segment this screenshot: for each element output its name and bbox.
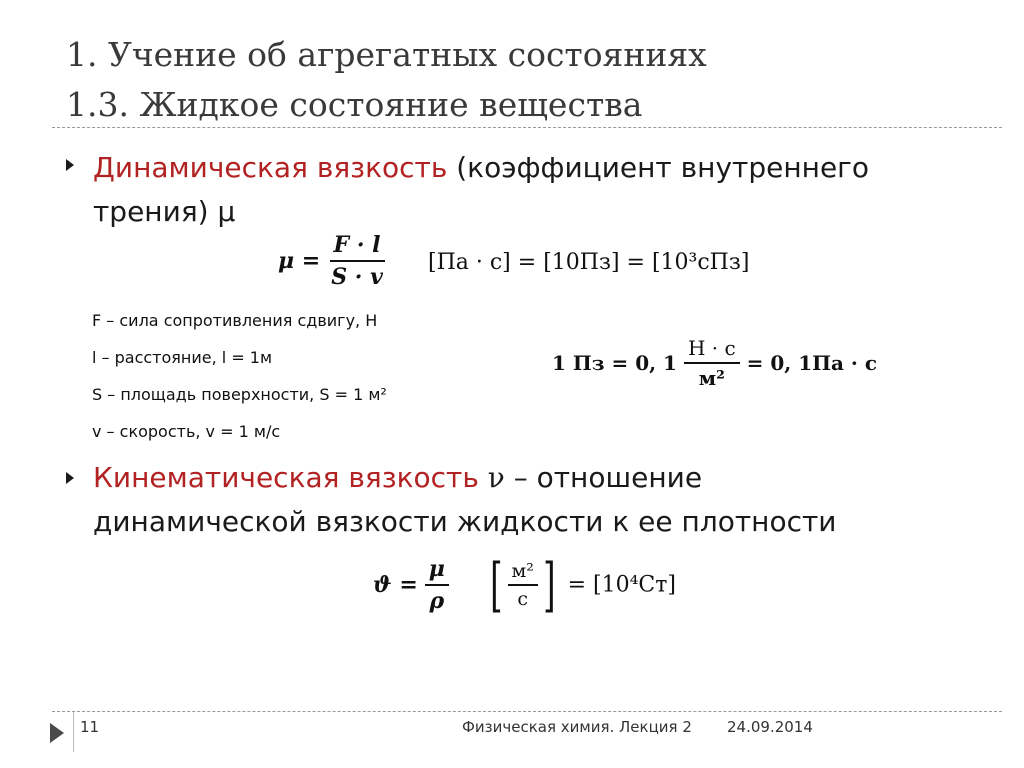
right-bracket-icon: ] bbox=[543, 551, 556, 619]
formula2-rhs: = 0, 1Па · с bbox=[746, 351, 878, 375]
formula3-num: μ bbox=[425, 556, 449, 586]
bullet1-line2: трения) μ bbox=[93, 195, 236, 228]
bullet-arrow-icon bbox=[66, 472, 74, 484]
formula3-den: ρ bbox=[429, 588, 445, 614]
slide-title-line2: 1.3. Жидкое состояние вещества bbox=[66, 85, 643, 124]
formula2-lhs: 1 Пз = 0, 1 bbox=[552, 351, 677, 375]
def-length: l – расстояние, l = 1м bbox=[92, 348, 273, 367]
formula3-unit-fraction bbox=[508, 560, 538, 610]
formula3-lhs: ϑ = bbox=[373, 572, 418, 598]
bullet-arrow-icon bbox=[66, 159, 74, 171]
formula1-lhs: μ = bbox=[278, 248, 321, 274]
slide-title bbox=[66, 30, 707, 130]
formula-dynamic-viscosity bbox=[278, 232, 387, 290]
def-velocity: v – скорость, v = 1 м/с bbox=[92, 422, 281, 441]
bullet2-line2: динамической вязкости жидкости к ее плотности bbox=[93, 505, 837, 538]
footer-course: Физическая химия. Лекция 2 bbox=[462, 718, 692, 736]
formula1-units: [Па · с] = [10Пз] = [10³сПз] bbox=[428, 250, 750, 275]
bullet2-line1 bbox=[93, 456, 702, 500]
footer-separator bbox=[73, 712, 74, 752]
bullet2-term: Кинематическая вязкость bbox=[93, 461, 479, 494]
def-area: S – площадь поверхности, S = 1 м² bbox=[92, 385, 387, 404]
formula3-rhs: = [10⁴Ст] bbox=[567, 572, 676, 598]
formula3-unit-num: м² bbox=[508, 560, 538, 586]
formula-poise-conversion bbox=[552, 336, 877, 390]
bullet2-rest: – отношение bbox=[504, 461, 703, 494]
bullet2-nu: ν bbox=[478, 461, 505, 494]
formula1-fraction bbox=[327, 232, 387, 290]
footer-date: 24.09.2014 bbox=[727, 718, 813, 736]
formula3-fraction bbox=[425, 556, 449, 614]
formula1-den: S · v bbox=[331, 264, 383, 290]
page-number: 11 bbox=[80, 718, 100, 736]
bullet1-term: Динамическая вязкость bbox=[93, 151, 448, 184]
formula2-num: Н · с bbox=[684, 336, 740, 364]
footer-arrow-icon bbox=[50, 723, 64, 743]
title-divider bbox=[52, 127, 1002, 128]
left-bracket-icon: [ bbox=[489, 551, 503, 619]
def-force: F – сила сопротивления сдвигу, Н bbox=[92, 311, 378, 330]
formula3-unit-den: с bbox=[517, 588, 529, 610]
bullet1-rest: (коэффициент внутреннего bbox=[447, 151, 870, 184]
formula2-den: м² bbox=[698, 366, 725, 390]
bullet1-line1 bbox=[93, 146, 869, 190]
formula1-num: F · l bbox=[330, 232, 385, 262]
formula2-fraction bbox=[684, 336, 740, 390]
formula-kinematic-viscosity bbox=[373, 551, 676, 619]
slide-title-line1: 1. Учение об агрегатных состояниях bbox=[66, 35, 707, 74]
footer-divider bbox=[52, 711, 1002, 712]
